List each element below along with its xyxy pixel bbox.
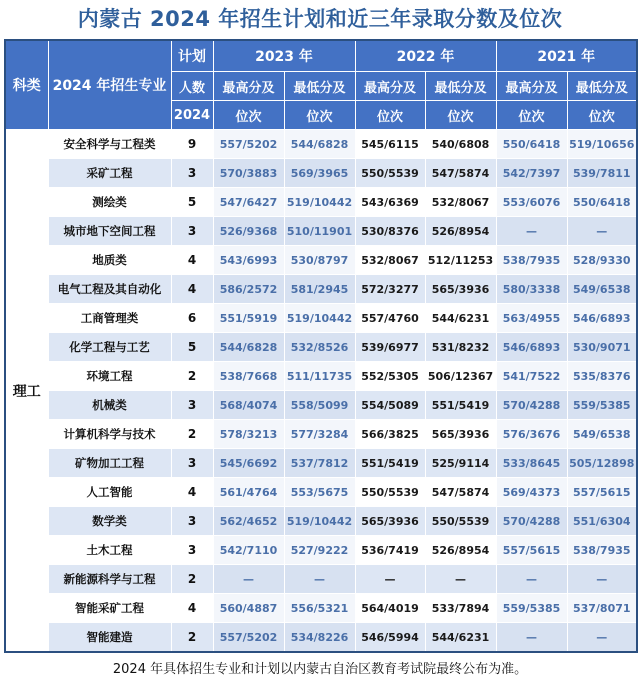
low-2023-cell: 569/3965 xyxy=(284,159,355,188)
high-2021-cell: 559/5385 xyxy=(496,594,567,623)
table-row xyxy=(5,565,637,594)
table-row xyxy=(5,246,637,275)
low-2022-cell: 533/7894 xyxy=(425,594,496,623)
low-2023-cell: 544/6828 xyxy=(284,130,355,159)
low-2023-cell: 510/11901 xyxy=(284,217,355,246)
rank-header: 位次 xyxy=(425,101,496,130)
high-2021-cell: — xyxy=(496,623,567,653)
major-cell: 智能建造 xyxy=(48,623,171,653)
low-2021-cell: 546/6893 xyxy=(567,304,637,333)
high-2022-cell: 551/5419 xyxy=(355,449,425,478)
high-2021-cell: 533/8645 xyxy=(496,449,567,478)
plan-count-cell: 4 xyxy=(171,478,213,507)
high-2021-cell: 553/6076 xyxy=(496,188,567,217)
low-2021-cell: 528/9330 xyxy=(567,246,637,275)
rank-header: 位次 xyxy=(355,101,425,130)
high-2021-cell: 570/4288 xyxy=(496,391,567,420)
high-2023-cell: 561/4764 xyxy=(213,478,284,507)
high-2022-cell: 565/3936 xyxy=(355,507,425,536)
low-2021-cell: 505/12898 xyxy=(567,449,637,478)
high-header: 最高分及 xyxy=(213,72,284,101)
high-2022-cell: 554/5089 xyxy=(355,391,425,420)
low-2023-cell: 530/8797 xyxy=(284,246,355,275)
high-2023-cell: 545/6692 xyxy=(213,449,284,478)
low-2023-cell: 527/9222 xyxy=(284,536,355,565)
high-2022-cell: 550/5539 xyxy=(355,159,425,188)
major-cell: 智能采矿工程 xyxy=(48,594,171,623)
high-2021-cell: 538/7935 xyxy=(496,246,567,275)
low-2021-cell: 538/7935 xyxy=(567,536,637,565)
low-2023-cell: — xyxy=(284,565,355,594)
high-2023-cell: — xyxy=(213,565,284,594)
high-header: 最高分及 xyxy=(355,72,425,101)
high-2021-cell: 569/4373 xyxy=(496,478,567,507)
high-2023-cell: 557/5202 xyxy=(213,130,284,159)
table-row xyxy=(5,275,637,304)
low-2021-cell: 535/8376 xyxy=(567,362,637,391)
low-2021-cell: 551/6304 xyxy=(567,507,637,536)
plan-count-cell: 2 xyxy=(171,420,213,449)
low-2021-cell: 559/5385 xyxy=(567,391,637,420)
low-2021-cell: — xyxy=(567,565,637,594)
table-row xyxy=(5,304,637,333)
low-2022-cell: 547/5874 xyxy=(425,159,496,188)
low-header: 最低分及 xyxy=(284,72,355,101)
high-2022-cell: 545/6115 xyxy=(355,130,425,159)
high-2023-cell: 586/2572 xyxy=(213,275,284,304)
major-cell: 工商管理类 xyxy=(48,304,171,333)
high-2023-cell: 570/3883 xyxy=(213,159,284,188)
low-2022-cell: 526/8954 xyxy=(425,536,496,565)
high-header: 最高分及 xyxy=(496,72,567,101)
low-2023-cell: 581/2945 xyxy=(284,275,355,304)
high-2022-cell: 539/6977 xyxy=(355,333,425,362)
table-row xyxy=(5,420,637,449)
plan-count-cell: 5 xyxy=(171,333,213,362)
low-2021-cell: 550/6418 xyxy=(567,188,637,217)
rank-header: 位次 xyxy=(213,101,284,130)
year-header-2021: 2021 年 xyxy=(496,40,637,72)
major-cell: 人工智能 xyxy=(48,478,171,507)
table-row xyxy=(5,391,637,420)
high-2022-cell: 552/5305 xyxy=(355,362,425,391)
high-2022-cell: 532/8067 xyxy=(355,246,425,275)
low-2023-cell: 556/5321 xyxy=(284,594,355,623)
high-2022-cell: 572/3277 xyxy=(355,275,425,304)
low-2023-cell: 519/10442 xyxy=(284,507,355,536)
high-2022-cell: 557/4760 xyxy=(355,304,425,333)
high-2023-cell: 542/7110 xyxy=(213,536,284,565)
rank-header: 位次 xyxy=(496,101,567,130)
high-2021-cell: — xyxy=(496,565,567,594)
high-2022-cell: 546/5994 xyxy=(355,623,425,653)
table-row xyxy=(5,536,637,565)
table-row xyxy=(5,159,637,188)
rank-header: 位次 xyxy=(284,101,355,130)
table-row xyxy=(5,507,637,536)
plan-count-cell: 5 xyxy=(171,188,213,217)
category-cell: 理工 xyxy=(5,130,48,653)
major-cell: 采矿工程 xyxy=(48,159,171,188)
low-2023-cell: 519/10442 xyxy=(284,188,355,217)
major-cell: 计算机科学与技术 xyxy=(48,420,171,449)
high-2021-cell: 570/4288 xyxy=(496,507,567,536)
plan-count-cell: 4 xyxy=(171,275,213,304)
major-header: 2024 年招生专业 xyxy=(48,40,171,130)
high-2023-cell: 547/6427 xyxy=(213,188,284,217)
plan-header-mid: 人数 xyxy=(171,72,213,101)
admission-table xyxy=(4,39,638,653)
high-2021-cell: 541/7522 xyxy=(496,362,567,391)
low-2021-cell: 537/8071 xyxy=(567,594,637,623)
high-2021-cell: 546/6893 xyxy=(496,333,567,362)
plan-count-cell: 3 xyxy=(171,536,213,565)
plan-header-year: 2024 xyxy=(171,101,213,130)
table-row xyxy=(5,623,637,653)
major-cell: 测绘类 xyxy=(48,188,171,217)
plan-count-cell: 3 xyxy=(171,391,213,420)
low-2023-cell: 558/5099 xyxy=(284,391,355,420)
low-2022-cell: — xyxy=(425,565,496,594)
low-2023-cell: 532/8526 xyxy=(284,333,355,362)
high-2023-cell: 560/4887 xyxy=(213,594,284,623)
category-header: 科类 xyxy=(5,40,48,130)
table-row xyxy=(5,333,637,362)
plan-count-cell: 4 xyxy=(171,594,213,623)
low-2023-cell: 537/7812 xyxy=(284,449,355,478)
plan-count-cell: 4 xyxy=(171,246,213,275)
plan-count-cell: 9 xyxy=(171,130,213,159)
year-header-2023: 2023 年 xyxy=(213,40,355,72)
low-2022-cell: 544/6231 xyxy=(425,623,496,653)
high-2021-cell: 557/5615 xyxy=(496,536,567,565)
low-2022-cell: 506/12367 xyxy=(425,362,496,391)
page-title: 内蒙古 2024 年招生计划和近三年录取分数及位次 xyxy=(77,7,563,31)
low-2022-cell: 531/8232 xyxy=(425,333,496,362)
table-header xyxy=(5,40,637,130)
high-2023-cell: 578/3213 xyxy=(213,420,284,449)
table-row xyxy=(5,449,637,478)
major-cell: 新能源科学与工程 xyxy=(48,565,171,594)
plan-count-cell: 3 xyxy=(171,449,213,478)
low-2021-cell: 549/6538 xyxy=(567,275,637,304)
high-2023-cell: 538/7668 xyxy=(213,362,284,391)
high-2022-cell: 550/5539 xyxy=(355,478,425,507)
high-2021-cell: 550/6418 xyxy=(496,130,567,159)
low-2021-cell: 530/9071 xyxy=(567,333,637,362)
high-2022-cell: 543/6369 xyxy=(355,188,425,217)
low-2022-cell: 525/9114 xyxy=(425,449,496,478)
footnote: 2024 年具体招生专业和计划以内蒙古自治区教育考试院最终公布为准。 xyxy=(112,662,528,677)
high-2021-cell: 580/3338 xyxy=(496,275,567,304)
high-2022-cell: 564/4019 xyxy=(355,594,425,623)
low-2022-cell: 565/3936 xyxy=(425,420,496,449)
high-2022-cell: 536/7419 xyxy=(355,536,425,565)
high-2023-cell: 526/9368 xyxy=(213,217,284,246)
low-2023-cell: 577/3284 xyxy=(284,420,355,449)
table-row xyxy=(5,217,637,246)
low-2021-cell: 557/5615 xyxy=(567,478,637,507)
high-2022-cell: 530/8376 xyxy=(355,217,425,246)
high-2021-cell: 542/7397 xyxy=(496,159,567,188)
low-2021-cell: 549/6538 xyxy=(567,420,637,449)
low-2023-cell: 511/11735 xyxy=(284,362,355,391)
high-2023-cell: 544/6828 xyxy=(213,333,284,362)
table-row xyxy=(5,594,637,623)
major-cell: 土木工程 xyxy=(48,536,171,565)
major-cell: 地质类 xyxy=(48,246,171,275)
high-2023-cell: 562/4652 xyxy=(213,507,284,536)
table-row xyxy=(5,130,637,159)
low-2022-cell: 565/3936 xyxy=(425,275,496,304)
low-2023-cell: 519/10442 xyxy=(284,304,355,333)
low-2022-cell: 512/11253 xyxy=(425,246,496,275)
major-cell: 机械类 xyxy=(48,391,171,420)
low-2021-cell: 539/7811 xyxy=(567,159,637,188)
low-header: 最低分及 xyxy=(567,72,637,101)
plan-count-cell: 2 xyxy=(171,362,213,391)
high-2023-cell: 557/5202 xyxy=(213,623,284,653)
high-2023-cell: 568/4074 xyxy=(213,391,284,420)
plan-count-cell: 3 xyxy=(171,217,213,246)
high-2022-cell: 566/3825 xyxy=(355,420,425,449)
plan-header-top: 计划 xyxy=(171,40,213,72)
low-2022-cell: 551/5419 xyxy=(425,391,496,420)
major-cell: 城市地下空间工程 xyxy=(48,217,171,246)
high-2021-cell: — xyxy=(496,217,567,246)
rank-header: 位次 xyxy=(567,101,637,130)
high-2022-cell: — xyxy=(355,565,425,594)
low-2022-cell: 550/5539 xyxy=(425,507,496,536)
year-header-2022: 2022 年 xyxy=(355,40,496,72)
table-row xyxy=(5,362,637,391)
plan-count-cell: 3 xyxy=(171,159,213,188)
plan-count-cell: 2 xyxy=(171,623,213,653)
high-2023-cell: 551/5919 xyxy=(213,304,284,333)
high-2021-cell: 563/4955 xyxy=(496,304,567,333)
high-2021-cell: 576/3676 xyxy=(496,420,567,449)
major-cell: 电气工程及其自动化 xyxy=(48,275,171,304)
major-cell: 矿物加工工程 xyxy=(48,449,171,478)
low-2021-cell: 519/10656 xyxy=(567,130,637,159)
low-2021-cell: — xyxy=(567,623,637,653)
low-header: 最低分及 xyxy=(425,72,496,101)
plan-count-cell: 2 xyxy=(171,565,213,594)
table-body xyxy=(5,130,637,653)
plan-count-cell: 6 xyxy=(171,304,213,333)
low-2022-cell: 540/6808 xyxy=(425,130,496,159)
table-row xyxy=(5,478,637,507)
major-cell: 环境工程 xyxy=(48,362,171,391)
low-2022-cell: 547/5874 xyxy=(425,478,496,507)
low-2022-cell: 544/6231 xyxy=(425,304,496,333)
low-2022-cell: 526/8954 xyxy=(425,217,496,246)
low-2023-cell: 534/8226 xyxy=(284,623,355,653)
major-cell: 数学类 xyxy=(48,507,171,536)
low-2023-cell: 553/5675 xyxy=(284,478,355,507)
low-2022-cell: 532/8067 xyxy=(425,188,496,217)
table-row xyxy=(5,188,637,217)
plan-count-cell: 3 xyxy=(171,507,213,536)
high-2023-cell: 543/6993 xyxy=(213,246,284,275)
major-cell: 安全科学与工程类 xyxy=(48,130,171,159)
low-2021-cell: — xyxy=(567,217,637,246)
major-cell: 化学工程与工艺 xyxy=(48,333,171,362)
